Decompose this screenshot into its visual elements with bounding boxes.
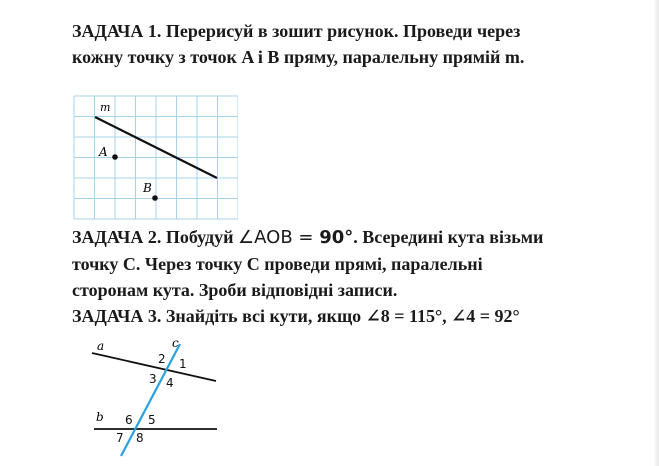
task-2 — [72, 224, 543, 303]
task-2-prefix: ЗАДАЧА 2. Побудуй — [72, 227, 239, 247]
task-1 — [72, 18, 524, 70]
task-2-line-2: точку C. Через точку C проведи прямі, паралельні — [72, 254, 483, 274]
angle-label-2: 2 — [158, 352, 166, 366]
angle-label-5: 5 — [148, 413, 156, 427]
point-b-label: B — [143, 181, 152, 195]
line-m-label: m — [100, 101, 111, 114]
grid-figure — [70, 92, 238, 220]
angle-label-3: 3 — [149, 372, 157, 386]
task-1-line-2: кожну точку з точок A і B пряму, паралельну прямій m. — [72, 47, 525, 67]
angle-label-6: 6 — [125, 413, 133, 427]
angle-label-8: 8 — [136, 431, 144, 445]
line-c-label: c — [172, 336, 179, 350]
page-edge-shadow — [653, 0, 659, 466]
task-3-line-1: ЗАДАЧА 3. Знайдіть всі кути, якщо ∠8 = 115°, ∠4 = 92° — [72, 306, 520, 326]
point-a — [112, 154, 118, 160]
angle-value: 90° — [319, 227, 354, 248]
task-3 — [72, 303, 520, 329]
angles-figure — [78, 334, 228, 464]
line-b-label: b — [96, 410, 104, 424]
point-b — [152, 195, 158, 201]
line-a-label: a — [97, 339, 105, 353]
point-a-label: A — [99, 145, 108, 159]
task-2-line-1 — [72, 224, 543, 251]
angle-label-1: 1 — [179, 357, 187, 371]
angle-label-4: 4 — [166, 376, 174, 390]
task-2-suffix: . Всередині кута візьми — [353, 227, 544, 247]
angle-aob: ∠AOB = — [238, 227, 320, 248]
task-1-line-1: ЗАДАЧА 1. Перерисуй в зошит рисунок. Проведи через — [72, 21, 521, 41]
angle-label-7: 7 — [116, 431, 124, 445]
task-2-line-3: сторонам кута. Зроби відповідні записи. — [72, 280, 398, 300]
